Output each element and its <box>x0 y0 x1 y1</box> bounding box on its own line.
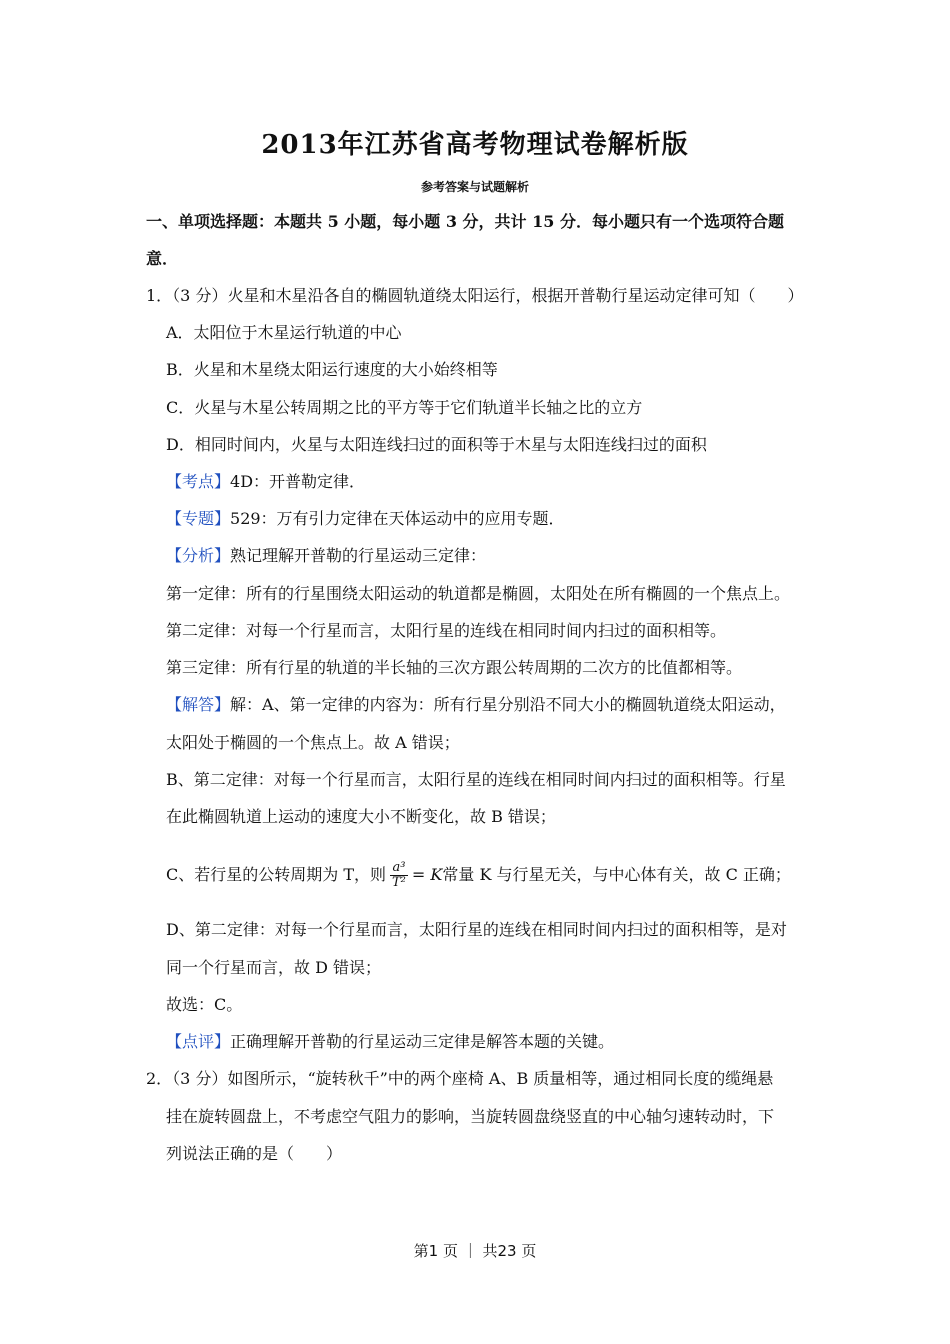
page-footer: 第1 页 ｜ 共23 页 <box>413 1242 537 1260</box>
q1-jieda-c <box>166 860 791 890</box>
section-heading-line2: 意． <box>146 249 179 268</box>
dianping-text: 正确理解开普勒的行星运动三定律是解答本题的关键。 <box>230 1032 615 1051</box>
q2-stem-line3: 列说法正确的是（ ） <box>166 1144 343 1163</box>
q1-fenxi <box>166 545 486 567</box>
q2-stem-line2: 挂在旋转圆盘上，不考虑空气阻力的影响，当旋转圆盘绕竖直的中心轴匀速转动时，下 <box>166 1107 775 1126</box>
kepler-law-2: 第二定律：对每一个行星而言，太阳行星的连线在相同时间内扫过的面积相等。 <box>166 621 727 640</box>
q1-kaodian <box>166 471 365 493</box>
q1-dianping <box>166 1031 614 1053</box>
q1-option-d: D．相同时间内，火星与太阳连线扫过的面积等于木星与太阳连线扫过的面积 <box>166 435 707 454</box>
q1-zhuanti <box>166 508 565 530</box>
fenxi-tag: 【分析】 <box>166 546 231 565</box>
fenxi-text: 熟记理解开普勒的行星运动三定律： <box>230 546 487 565</box>
jieda-c-pre: C、若行星的公转周期为 T，则 <box>166 865 387 884</box>
kepler-law-1: 第一定律：所有的行星围绕太阳运动的轨道都是椭圆，太阳处在所有椭圆的一个焦点上。 <box>166 584 791 603</box>
section-heading-line1: 一、单项选择题：本题共 5 小题，每小题 3 分，共计 15 分．每小题只有一个选项符合题 <box>146 212 784 231</box>
q1-answer: 故选：C。 <box>166 995 243 1014</box>
q1-option-a: A．太阳位于木星运行轨道的中心 <box>166 323 402 342</box>
zhuanti-text: 529：万有引力定律在天体运动中的应用专题． <box>230 509 565 528</box>
q1-jieda-b-line1: B、第二定律：对每一个行星而言，太阳行星的连线在相同时间内扫过的面积相等。行星 <box>166 770 786 789</box>
kaodian-tag: 【考点】 <box>166 472 231 491</box>
kepler-law-3: 第三定律：所有行星的轨道的半长轴的三次方跟公转周期的二次方的比值都相等。 <box>166 658 743 677</box>
q1-jieda-d-line1: D、第二定律：对每一个行星而言，太阳行星的连线在相同时间内扫过的面积相等，是对 <box>166 920 787 939</box>
q1-jieda-b-line2: 在此椭圆轨道上运动的速度大小不断变化，故 B 错误； <box>166 807 556 826</box>
zhuanti-tag: 【专题】 <box>166 509 231 528</box>
q1-option-b: B．火星和木星绕太阳运行速度的大小始终相等 <box>166 360 498 379</box>
q2-stem-line1: 2．（3 分）如图所示，“旋转秋千”中的两个座椅 A、B 质量相等，通过相同长度的缆绳悬 <box>146 1069 774 1088</box>
formula-numerator: a³ <box>390 861 408 876</box>
document-subtitle: 参考答案与试题解析 <box>420 180 529 194</box>
kaodian-text: 4D：开普勒定律． <box>230 472 366 491</box>
q1-stem: 1．（3 分）火星和木星沿各自的椭圆轨道绕太阳运行，根据开普勒行星运动定律可知（ ） <box>146 286 804 305</box>
q1-jieda-a-line2: 太阳处于椭圆的一个焦点上。故 A 错误； <box>166 733 460 752</box>
dianping-tag: 【点评】 <box>166 1032 231 1051</box>
q1-option-c: C．火星与木星公转周期之比的平方等于它们轨道半长轴之比的立方 <box>166 398 643 417</box>
q1-jieda-a-line1 <box>166 694 786 716</box>
q1-jieda-d-line2: 同一个行星而言，故 D 错误； <box>166 958 382 977</box>
document-title: 2013年江苏省高考物理试卷解析版 <box>261 130 689 160</box>
kepler-formula-fraction <box>390 861 408 890</box>
formula-denominator: T² <box>392 875 406 890</box>
jieda-tag: 【解答】 <box>166 695 231 714</box>
jieda-c-post: 常量 K 与行星无关，与中心体有关，故 C 正确； <box>442 865 791 884</box>
jieda-a-text: 解：A、第一定律的内容为：所有行星分别沿不同大小的椭圆轨道绕太阳运动， <box>230 695 786 714</box>
formula-rhs: = K <box>411 865 443 884</box>
